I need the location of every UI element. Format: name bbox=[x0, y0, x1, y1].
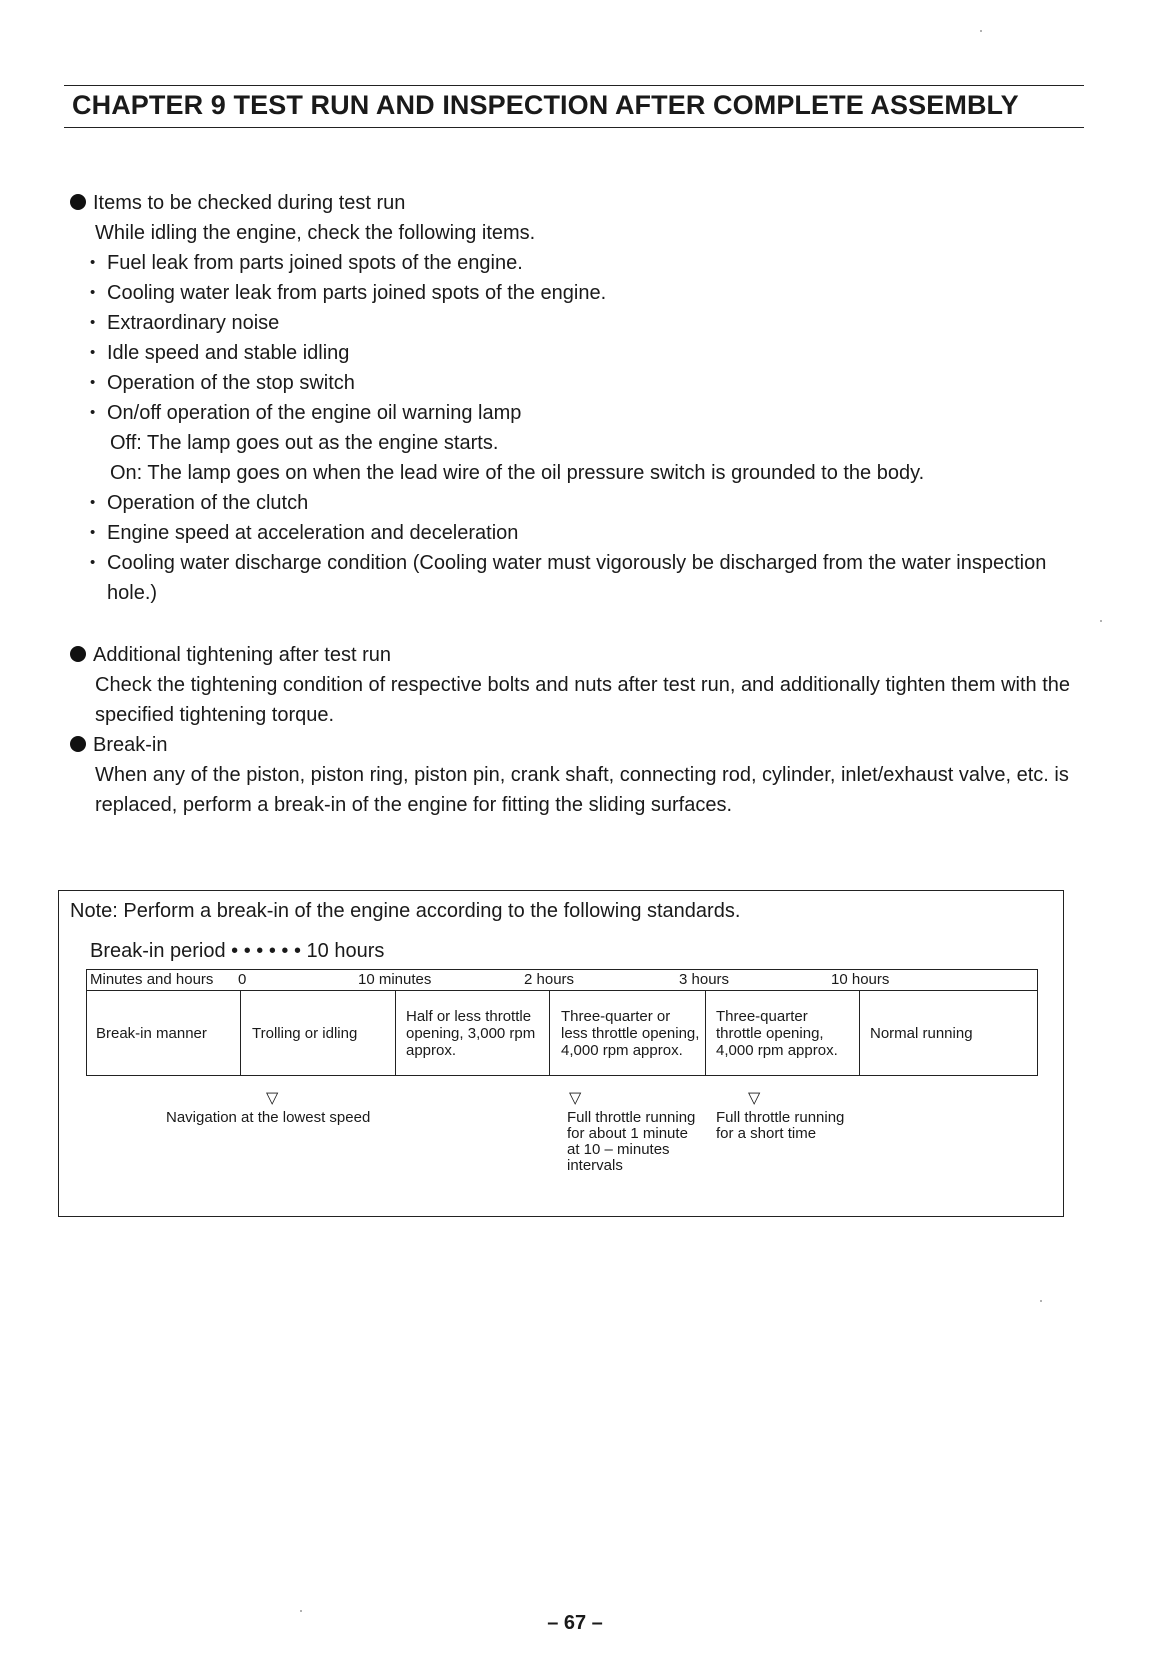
section-tightening-text: specified tightening torque. bbox=[95, 704, 335, 726]
title-rule-bottom bbox=[64, 127, 1084, 128]
remark-full-throttle-intervals: Full throttle running for about 1 minute at 10 – minutes intervals bbox=[567, 1109, 696, 1174]
time-mark: 2 hours bbox=[524, 971, 575, 988]
table-cell: Normal running bbox=[870, 1024, 973, 1042]
remark-lowest-speed: Navigation at the lowest speed bbox=[166, 1109, 371, 1126]
table-cell: Three-quarter throttle opening, 4,000 rpm approx. bbox=[716, 1007, 838, 1059]
table-header-label: Minutes and hours bbox=[90, 971, 214, 988]
section-break-in-heading: Break-in bbox=[70, 734, 167, 757]
check-item-detail: Off: The lamp goes out as the engine starts. bbox=[110, 432, 499, 454]
table-column-divider bbox=[859, 990, 860, 1076]
remark-full-throttle-short: Full throttle running for a short time bbox=[716, 1109, 845, 1142]
check-item: • Idle speed and stable idling bbox=[90, 342, 349, 365]
scan-speck bbox=[1100, 620, 1102, 622]
marker-triangle-icon: ▽ bbox=[266, 1090, 279, 1107]
scan-speck bbox=[980, 30, 982, 32]
scan-speck bbox=[300, 1610, 302, 1612]
note-text: Note: Perform a break-in of the engine according to the following standards. bbox=[70, 900, 741, 922]
check-item: • Operation of the stop switch bbox=[90, 372, 355, 395]
section-tightening-text: Check the tightening condition of respective bolts and nuts after test run, and additionally tighten them with the bbox=[95, 674, 1071, 696]
section-break-in-text: replaced, perform a break-in of the engine for fitting the sliding surfaces. bbox=[95, 794, 733, 816]
table-cell: Trolling or idling bbox=[252, 1024, 358, 1042]
section-tightening-heading: Additional tightening after test run bbox=[70, 644, 391, 667]
table-column-divider bbox=[240, 990, 241, 1076]
time-mark: 10 hours bbox=[831, 971, 890, 988]
check-item: • Extraordinary noise bbox=[90, 312, 279, 335]
check-item: • Engine speed at acceleration and deceleration bbox=[90, 522, 518, 545]
check-item: • Operation of the clutch bbox=[90, 492, 308, 515]
time-mark: 0 bbox=[238, 971, 247, 988]
bullet-dot-icon bbox=[70, 736, 86, 752]
scan-speck bbox=[1040, 1300, 1042, 1302]
table-column-divider bbox=[395, 990, 396, 1076]
marker-triangle-icon: ▽ bbox=[569, 1090, 582, 1107]
time-mark: 3 hours bbox=[679, 971, 730, 988]
page-title: CHAPTER 9 TEST RUN AND INSPECTION AFTER COMPLETE ASSEMBLY bbox=[72, 90, 1019, 120]
section-break-in-text: When any of the piston, piston ring, piston pin, crank shaft, connecting rod, cylinder, inlet/exhaust valve, etc. is bbox=[95, 764, 1069, 786]
break-in-period: Break-in period • • • • • • 10 hours bbox=[90, 940, 385, 962]
check-item-detail: On: The lamp goes on when the lead wire of the oil pressure switch is grounded to the body. bbox=[110, 462, 925, 484]
check-item: • Fuel leak from parts joined spots of the engine. bbox=[90, 252, 523, 275]
table-cell: Three-quarter or less throttle opening, 4,000 rpm approx. bbox=[561, 1007, 700, 1059]
page-number: – 67 – bbox=[547, 1612, 603, 1634]
title-rule-top bbox=[64, 85, 1084, 86]
check-item-continuation: hole.) bbox=[107, 582, 158, 604]
bullet-dot-icon bbox=[70, 646, 86, 662]
table-header-divider bbox=[86, 990, 1038, 991]
table-row-label: Break-in manner bbox=[96, 1024, 207, 1042]
check-item: • Cooling water discharge condition (Cooling water must vigorously be discharged from the water inspection bbox=[90, 552, 1046, 575]
table-cell: Half or less throttle opening, 3,000 rpm approx. bbox=[406, 1007, 536, 1059]
table-column-divider bbox=[549, 990, 550, 1076]
check-item: • On/off operation of the engine oil warning lamp bbox=[90, 402, 521, 425]
marker-triangle-icon: ▽ bbox=[748, 1090, 761, 1107]
time-mark: 10 minutes bbox=[358, 971, 432, 988]
bullet-dot-icon bbox=[70, 194, 86, 210]
check-item: • Cooling water leak from parts joined spots of the engine. bbox=[90, 282, 606, 305]
section-test-run-intro: While idling the engine, check the following items. bbox=[95, 222, 536, 244]
section-test-run-heading: Items to be checked during test run bbox=[70, 192, 405, 215]
table-column-divider bbox=[705, 990, 706, 1076]
